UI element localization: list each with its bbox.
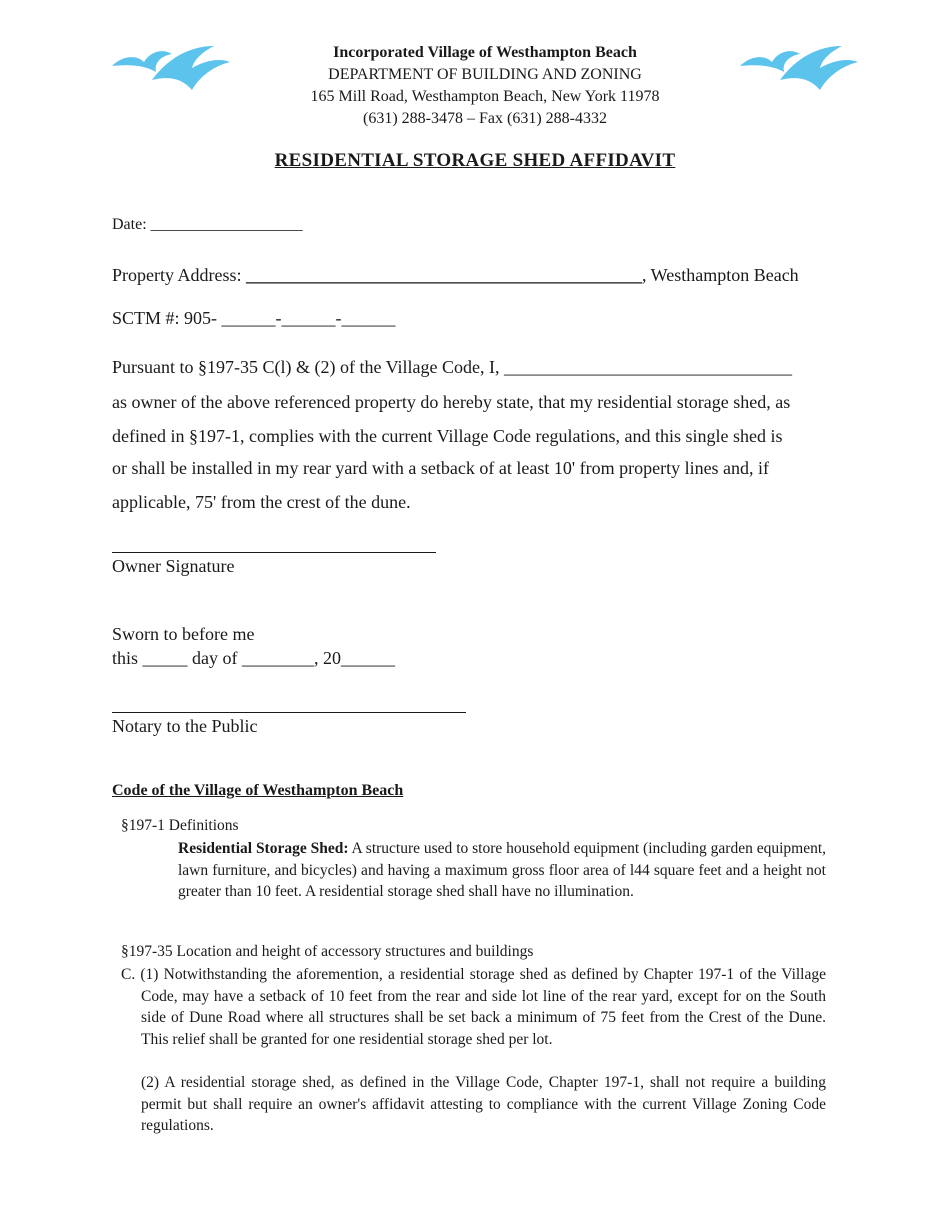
property-address-label: Property Address: [112,265,246,285]
affidavit-line-2: as owner of the above referenced property do hereby state, that my residential storage shed, as [112,392,791,412]
sworn-date-line[interactable]: this _____ day of ________, 20______ [112,648,395,668]
section-197-35-c1 [121,964,826,1050]
affidavit-line-4: or shall be installed in my rear yard with a setback of at least 10' from property lines and, if [112,458,770,478]
property-address-line [112,265,799,286]
c1-text: Notwithstanding the aforemention, a residential storage shed as defined by Chapter 197-1 of the Village Code, may have a setback of 10 feet from the rear and side lot line of the rear yard, except for on the South side of Dune Road where all structures shall be set back a minimum of 75 feet from the Crest of the Dune. This relief shall be granted for one residential storage shed per lot. [141,966,826,1048]
code-heading: Code of the Village of Westhampton Beach [112,782,404,799]
section-197-35-c2: (2) A residential storage shed, as defined in the Village Code, Chapter 197-1, shall not require a building permit but shall require an owner's affidavit attesting to compliance with the current Village Zoning Code regulations. [141,1074,826,1135]
page-title: RESIDENTIAL STORAGE SHED AFFIDAVIT [274,150,676,171]
organization-name: Incorporated Village of Westhampton Beach [333,44,637,61]
owner-signature-label: Owner Signature [112,556,235,576]
affidavit-line-3: defined in §197-1, complies with the current Village Code regulations, and this single shed is [112,426,783,446]
property-address-field[interactable]: ____________________________________________ [246,265,642,285]
village-logo-right-icon [738,40,860,92]
owner-signature-line[interactable] [112,552,436,553]
office-phone: (631) 288-3478 – Fax (631) 288-4332 [363,110,607,127]
c1-prefix: C. (1) [121,966,159,983]
section-197-1-definition [178,838,826,903]
definition-term: Residential Storage Shed: [178,840,349,857]
village-logo-left-icon [110,40,232,92]
sctm-field[interactable]: SCTM #: 905- ______-______-______ [112,308,396,328]
office-address: 165 Mill Road, Westhampton Beach, New York 11978 [310,88,660,105]
date-field[interactable]: Date: ___________________ [112,216,303,233]
letterhead [230,42,740,130]
property-address-suffix: , Westhampton Beach [642,265,799,285]
affidavit-line-5: applicable, 75' from the crest of the dune. [112,492,411,512]
section-197-1-title: §197-1 Definitions [121,817,239,834]
notary-signature-line[interactable] [112,712,466,713]
section-197-35-title: §197-35 Location and height of accessory structures and buildings [121,943,534,960]
affidavit-line-1: Pursuant to §197-35 C(l) & (2) of the Village Code, I, ________________________________ [112,357,793,377]
notary-label: Notary to the Public [112,716,258,736]
definition-text: A structure used to store household equipment (including garden equipment, lawn furniture, and bicycles) and having a maximum gross floor area of l44 square feet and a height not greater than 10 feet. A residential storage shed shall have no illumination. [178,840,827,900]
sworn-statement: Sworn to before me [112,624,255,644]
department-name: DEPARTMENT OF BUILDING AND ZONING [328,66,642,83]
